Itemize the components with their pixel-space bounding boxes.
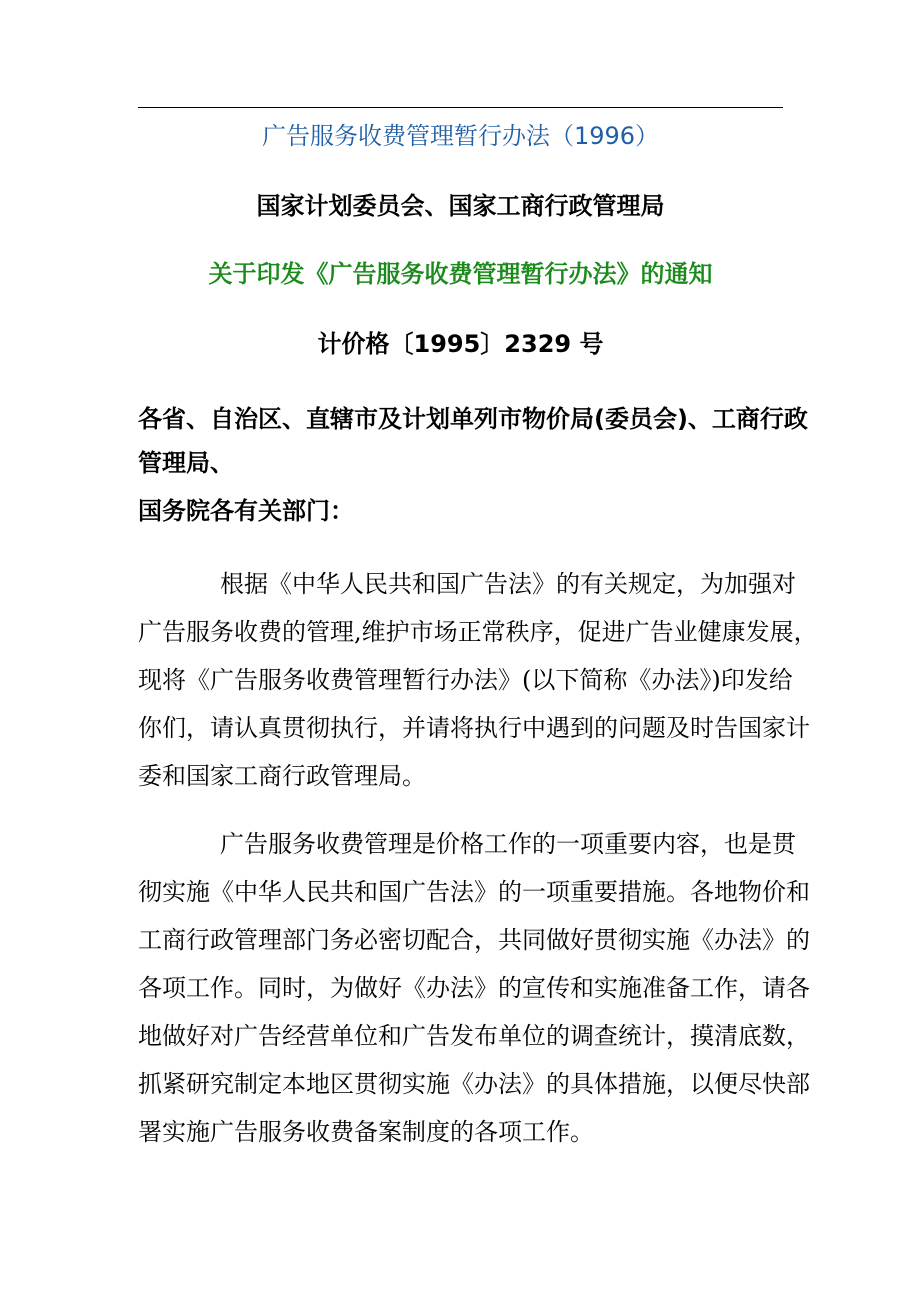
body-paragraph-1 [138,560,818,800]
paragraph-line: 根据《中华人民共和国广告法》的有关规定，为加强对 [220,570,796,598]
body-paragraph-2 [138,820,810,1156]
top-rule [138,107,783,108]
paragraph-line: 广告服务收费的管理,维护市场正常秩序，促进广告业健康发展， [138,618,818,646]
paragraph-line: 你们，请认真贯彻执行，并请将执行中遇到的问题及时告国家计 [138,714,810,742]
paragraph-line: 现将《广告服务收费管理暂行办法》(以下简称《办法》)印发给 [138,666,793,694]
addressee-line: 管理局、 [138,449,234,477]
paragraph-line: 工商行政管理部门务必密切配合，共同做好贯彻实施《办法》的 [138,926,810,954]
paragraph-line: 署实施广告服务收费备案制度的各项工作。 [138,1118,594,1146]
paragraph-line: 委和国家工商行政管理局。 [138,762,426,790]
addressee-block [138,397,808,533]
addressee-line: 国务院各有关部门： [138,497,354,525]
document-title: 广告服务收费管理暂行办法（1996） [261,122,660,150]
paragraph-line: 彻实施《中华人民共和国广告法》的一项重要措施。各地物价和 [138,878,810,906]
issuing-authority: 国家计划委员会、国家工商行政管理局 [256,192,665,220]
paragraph-line: 广告服务收费管理是价格工作的一项重要内容，也是贯 [220,830,796,858]
document-number: 计价格〔1995〕2329 号 [317,330,604,358]
paragraph-line: 地做好对广告经营单位和广告发布单位的调查统计，摸清底数， [138,1022,810,1050]
notice-title: 关于印发《广告服务收费管理暂行办法》的通知 [208,260,713,288]
paragraph-line: 各项工作。同时，为做好《办法》的宣传和实施准备工作，请各 [138,974,810,1002]
addressee-line: 各省、自治区、直辖市及计划单列市物价局(委员会)、工商行政 [138,405,808,433]
paragraph-line: 抓紧研究制定本地区贯彻实施《办法》的具体措施，以便尽快部 [138,1070,810,1098]
